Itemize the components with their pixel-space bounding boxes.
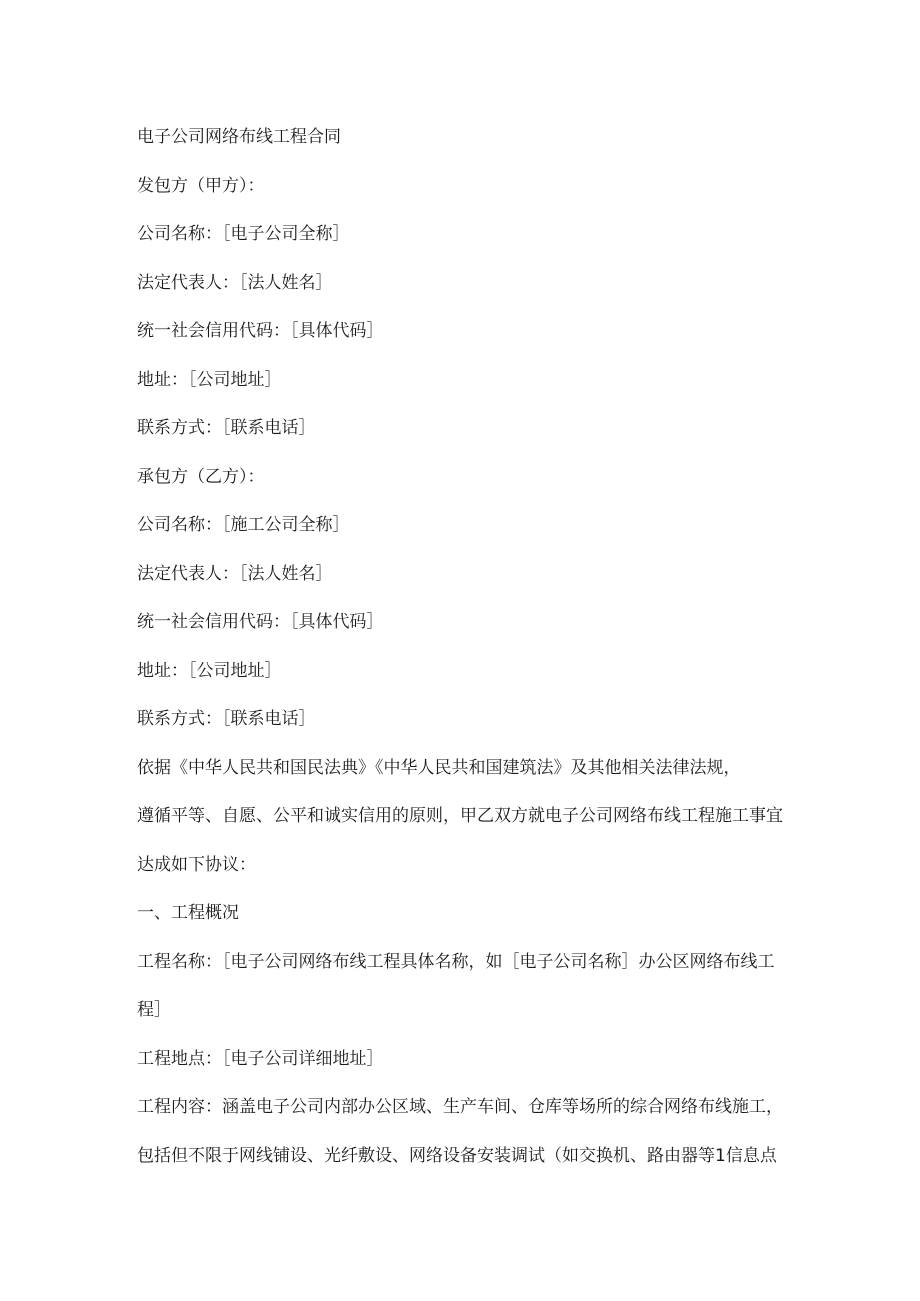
party-a-heading: 发包方（甲方）： [137,175,265,196]
party-b-heading: 承包方（乙方）： [137,466,265,487]
project-content-line: 包括但不限于网线铺设、光纤敷设、网络设备安装调试（如交换机、路由器等1信息点 [137,1145,777,1166]
party-a-contact: 联系方式：［联系电话］ [137,418,316,438]
preamble-line: 达成如下协议： [137,854,256,875]
contract-body [137,113,797,1180]
preamble-line: 依据《中华人民共和国民法典》《中华人民共和国建筑法》及其他相关法律法规， [137,757,741,778]
project-content-line: 工程内容：涵盖电子公司内部办公区域、生产车间、仓库等场所的综合网络布线施工， [137,1097,783,1117]
party-b-credit-code: 统一社会信用代码：［具体代码］ [137,612,384,632]
project-name-line: 程］ [137,1000,171,1020]
contract-title: 电子公司网络布线工程合同 [137,127,341,147]
section-1-heading: 一、工程概况 [137,903,239,923]
party-b-contact: 联系方式：［联系电话］ [137,709,316,729]
party-b-legal-rep: 法定代表人：［法人姓名］ [137,563,333,584]
party-a-legal-rep: 法定代表人：［法人姓名］ [137,272,333,293]
party-b-address: 地址：［公司地址］ [137,660,282,681]
party-a-address: 地址：［公司地址］ [137,369,282,390]
project-name-line: 工程名称：［电子公司网络布线工程具体名称，如［电子公司名称］办公区网络布线工 [137,951,775,972]
party-b-company-name: 公司名称：［施工公司全称］ [137,515,350,535]
project-location: 工程地点：［电子公司详细地址］ [137,1048,384,1069]
party-a-company-name: 公司名称：［电子公司全称］ [137,224,350,244]
preamble-line: 遵循平等、自愿、公平和诚实信用的原则，甲乙双方就电子公司网络布线工程施工事宜 [137,806,783,826]
party-a-credit-code: 统一社会信用代码：［具体代码］ [137,321,384,341]
